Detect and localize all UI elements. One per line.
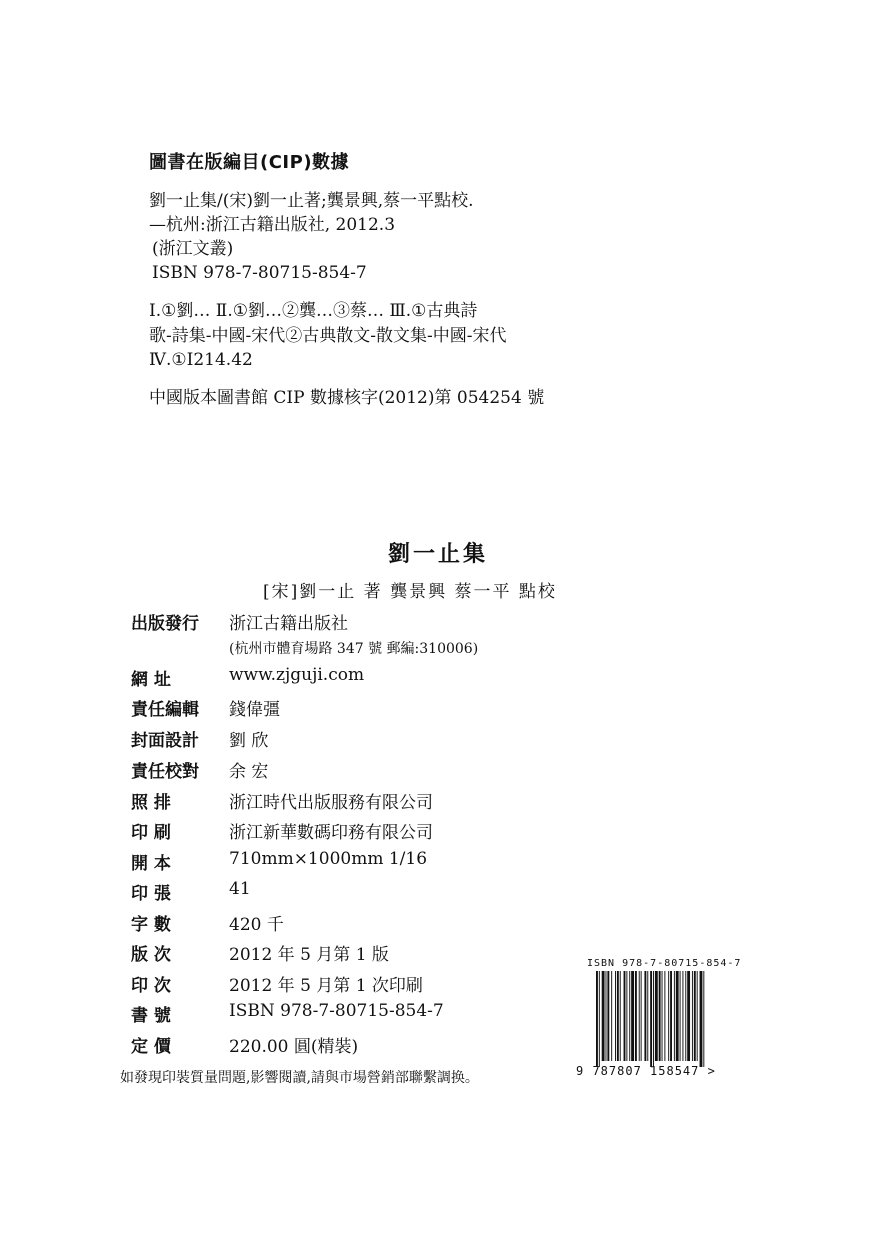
barcode-digits: 9 787807 158547 > bbox=[576, 1064, 716, 1078]
cip-record-number: 中國版本圖書館 CIP 數據核字(2012)第 054254 號 bbox=[149, 388, 545, 408]
cip-line-1: 劉一止集/(宋)劉一止著;龔景興,蔡一平點校. bbox=[149, 191, 474, 211]
imprint-value: 2012 年 5 月第 1 次印刷 bbox=[229, 976, 423, 996]
publisher-address: (杭州市體育場路 347 號 郵編:310006) bbox=[229, 641, 479, 657]
imprint-label: 定 價 bbox=[131, 1037, 171, 1057]
cip-classification-3: Ⅳ.①I214.42 bbox=[149, 350, 253, 370]
book-byline: [宋]劉一止 著 龔景興 蔡一平 點校 bbox=[263, 582, 557, 602]
publisher-label: 出版發行 bbox=[131, 614, 199, 634]
quality-notice: 如發現印裝質量問題,影響閱讀,請與市場營銷部聯繫調换。 bbox=[120, 1070, 479, 1086]
cip-isbn: ISBN 978-7-80715-854-7 bbox=[152, 263, 367, 283]
imprint-value: 余 宏 bbox=[229, 762, 269, 782]
cip-title: 圖書在版編目(CIP)數據 bbox=[149, 152, 350, 173]
imprint-label: 版 次 bbox=[131, 945, 171, 965]
imprint-label: 照 排 bbox=[131, 793, 171, 813]
cip-classification-1: Ⅰ.①劉… Ⅱ.①劉…②龔…③蔡… Ⅲ.①古典詩 bbox=[149, 301, 478, 321]
imprint-value: 2012 年 5 月第 1 版 bbox=[229, 945, 389, 965]
imprint-label: 網 址 bbox=[131, 670, 171, 690]
imprint-value: 劉 欣 bbox=[229, 731, 269, 751]
imprint-value: 220.00 圓(精裝) bbox=[229, 1037, 359, 1057]
imprint-value: 710mm×1000mm 1/16 bbox=[229, 849, 428, 869]
imprint-label: 責任編輯 bbox=[131, 700, 199, 720]
cip-line-3: (浙江文叢) bbox=[152, 239, 234, 259]
imprint-value: 41 bbox=[229, 879, 251, 899]
imprint-label: 印 次 bbox=[131, 976, 171, 996]
imprint-label: 印 刷 bbox=[131, 823, 171, 843]
book-title: 劉一止集 bbox=[387, 542, 488, 567]
isbn-barcode bbox=[594, 971, 742, 1071]
imprint-label: 責任校對 bbox=[131, 762, 199, 782]
publisher-name: 浙江古籍出版社 bbox=[229, 614, 348, 634]
imprint-label: 印 張 bbox=[131, 884, 171, 904]
imprint-value: 浙江時代出版服務有限公司 bbox=[229, 793, 433, 813]
imprint-value: 錢偉彊 bbox=[229, 700, 280, 720]
cip-classification-2: 歌-詩集-中國-宋代②古典散文-散文集-中國-宋代 bbox=[149, 326, 507, 346]
imprint-label: 封面設計 bbox=[131, 731, 199, 751]
imprint-label: 書 號 bbox=[131, 1006, 171, 1026]
barcode-isbn-label: ISBN 978-7-80715-854-7 bbox=[587, 958, 742, 969]
imprint-value: 浙江新華數碼印務有限公司 bbox=[229, 823, 433, 843]
imprint-value: ISBN 978-7-80715-854-7 bbox=[229, 1001, 444, 1021]
imprint-value: 420 千 bbox=[229, 915, 284, 935]
imprint-label: 字 數 bbox=[131, 915, 171, 935]
cip-line-2: —杭州:浙江古籍出版社, 2012.3 bbox=[149, 215, 396, 235]
imprint-label: 開 本 bbox=[131, 854, 171, 874]
imprint-value: www.zjguji.com bbox=[229, 665, 365, 685]
